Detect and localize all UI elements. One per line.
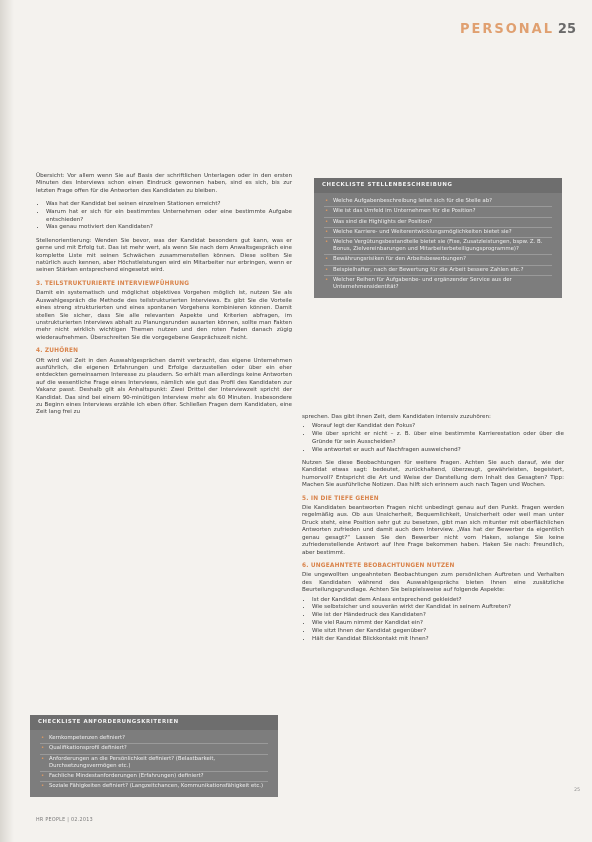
list-item: • Warum hat er sich für ein bestimmtes Unternehmen oder eine bestimmte Aufgabe entschieden?	[46, 209, 292, 224]
checklist-items	[314, 193, 562, 298]
checklist-item: • Welche Karriere- und Weiterentwicklungsmöglichkeiten bietet sie?	[324, 228, 552, 238]
list-item: • Wie viel Raum nimmt der Kandidat ein?	[312, 620, 564, 627]
edge-page-number: 25	[574, 788, 580, 793]
intro-bullet-list	[36, 201, 292, 232]
list-item: • Wie sitzt Ihnen der Kandidat gegenüber?	[312, 628, 564, 635]
list-item: • Was hat der Kandidat bei seinen einzelnen Stationen erreicht?	[46, 201, 292, 208]
checklist-item: • Welche Vergütungsbestandteile bietet sie (Fixe, Zusatzleistungen, bspw. Z. B. Bonus, Zielvereinbarungen und Mitarbeiterbeteiligungsprogramme)?	[324, 238, 552, 255]
checklist-item: • Wie ist das Umfeld im Unternehmen für die Position?	[324, 207, 552, 217]
list-item: • Wie selbstsicher und souverän wirkt der Kandidat in seinem Auftreten?	[312, 604, 564, 611]
notizen-paragraph: Nutzen Sie diese Beobachtungen für weitere Fragen. Achten Sie auch darauf, wie der Kandidat etwas sagt: bedeutet, zurückhaltend, überzeugt, gewährleisten, begeistert, humorvoll? Entspricht die Art und Weise der Darstellung dem Inhalt des Gesagten? Tipp: Machen Sie ausführliche Notizen. Das hilft sich erinnern auch nach Tagen und Wochen.	[302, 460, 564, 489]
checklist-item: • Beispielhafter, nach der Bewertung für die Arbeit bessere Zahlen etc.?	[324, 266, 552, 276]
heading-tiefe: 5. IN DIE TIEFE GEHEN	[302, 495, 379, 502]
beobachtungen-paragraph: Die ungewollten ungeahnteten Beobachtungen zum persönlichen Auftreten und Verhalten des Kandidaten während des Auswahlgesprächs bieten Ihnen eine zusätzliche Beurteilungsgrundlage. Achten Sie beispielsweise auf folgende Aspekte:	[302, 572, 564, 594]
right-column	[302, 414, 564, 649]
checklist-item: • Welcher Reihen für Aufgabenbe- und ergänzender Service aus der Unternehmensidentität?	[324, 276, 552, 292]
page-number: 25	[557, 22, 576, 37]
list-item: • Wie über spricht er nicht – z. B. über eine bestimmte Karrierestation oder über die Gründe für sein Ausscheiden?	[312, 431, 564, 446]
checklist-stellenbeschreibung	[314, 178, 562, 298]
heading-zuhoeren: 4. ZUHÖREN	[36, 348, 79, 355]
list-item: • Wie antwortet er auch auf Nachfragen ausweichend?	[312, 447, 564, 454]
list-item: • Hält der Kandidat Blickkontakt mit Ihnen?	[312, 636, 564, 643]
checklist-items	[30, 730, 278, 797]
tiefe-paragraph: Die Kandidaten beantworten Fragen nicht unbedingt genau auf den Punkt. Fragen werden regelmäßig aus. Ob aus Unsicherheit, Bequemlichkeit, Unsicherheit oder weil man unter Druck steht, eine Position sehr gut zu besetzen, gibt man sich mitunter mit oberflächlichen Antworten zufrieden und damit auch dem Interview. „Was hat der Bewerber da eigentlich genau gesagt?“ Lassen Sie den Bewerber nicht vom Haken, solange Sie keine zufriedenstellende Antwort auf Ihre Frage bekommen haben. Haken Sie nach: Freundlich, aber bestimmt.	[302, 505, 564, 556]
zuhoeren-paragraph: Oft wird viel Zeit in den Auswahlgesprächen damit verbracht, das eigene Unternehmen ausführlich, die eigenen Erfahrungen und Erfolge darzustellen oder über ein eher entdeckten gemeinsamen Interesse zu plaudern. So erhält man allerdings keine Antworten auf die wesentliche Frage eines Interviews, nämlich wie gut das Profil des Kandidaten zur Vakanz passt. Deshalb gilt als Anhaltspunkt: Zwei Drittel der Interviewzeit spricht der Kandidat. Das sind bei einem 90-minütigen Interview mehr als 60 Minuten. Insbesondere zu Beginn eines Interviews erzähle ich eben öfter. Schließen Fragen dem Kandidaten, eine Zeit lang frei zu	[36, 357, 292, 416]
heading-beobachtungen: 6. UNGEAHNTETE BEOBACHTUNGEN NUTZEN	[302, 562, 455, 569]
checklist-title: CHECKLISTE ANFORDERUNGSKRITERIEN	[30, 715, 278, 730]
list-item: • Was genau motiviert den Kandidaten?	[46, 224, 292, 231]
zuhoeren-continued: sprechen. Das gibt ihnen Zeit, dem Kandidaten intensiv zuzuhören:	[302, 414, 491, 420]
teilstrukturiert-paragraph: Damit ein systematisch und möglichst objektives Vorgehen möglich ist, nutzen Sie als Auswahlgespräch die Methode des teilstrukturierten Interviews. Es gibt Sie die Vorteile eines streng strukturierten und eines spontanen Vorgehens kombinieren können. Damit stellen Sie sicher, dass Sie alle relevanten Aspekte und Kriterien abfragen, im unstrukturierten Interviews abhalt zu Planungsrunden ausarten können, sollte man Fakten mehr nicht wirklich wichtigen Themen nutzen und den roten Faden danach zügig wiederaufnehmen. Überschreiten Sie die vorgegebene Gesprächszeit nicht.	[36, 290, 292, 341]
checklist-title: CHECKLISTE STELLENBESCHREIBUNG	[314, 178, 562, 193]
checklist-item: • Bewährungsrisiken für den Arbeitsbewerbungen?	[324, 255, 552, 265]
list-item: • Ist der Kandidat dem Anlass entsprechend gekleidet?	[312, 597, 564, 604]
list-item: • Wie ist der Händedruck des Kandidaten?	[312, 612, 564, 619]
page-fold-shadow	[0, 0, 14, 842]
checklist-anforderungskriterien	[30, 715, 278, 797]
checklist-item: • Welche Aufgabenbeschreibung leitet sich für die Stelle ab?	[324, 197, 552, 207]
checklist-item: • Anforderungen an die Persönlichkeit definiert? (Belastbarkeit, Durchsetzungsvermögen etc.)	[40, 755, 268, 772]
checklist-item: • Kernkompetenzen definiert?	[40, 734, 268, 744]
checklist-item: • Fachliche Mindestanforderungen (Erfahrungen) definiert?	[40, 772, 268, 782]
zuhoeren-bullet-list	[302, 423, 564, 454]
checklist-item: • Soziale Fähigkeiten definiert? (Langzeitchancen, Kommunikationsfähigkeit etc.)	[40, 782, 268, 791]
heading-teilstrukturiert: 3. TEILSTRUKTURIERTE INTERVIEWFÜHRUNG	[36, 280, 190, 287]
intro-paragraph: Übersicht: Vor allem wenn Sie auf Basis der schriftlichen Unterlagen oder in den ersten Minuten des Interviews schon einen Eindruck gewonnen haben, sind es sich, bis zur letzten Frage offen für die Antworten des Kandidaten zu bleiben.	[36, 173, 292, 194]
left-column	[36, 173, 292, 423]
stellen-paragraph: Stellenorientierung: Wenden Sie bevor, was der Kandidat besonders gut kann, was er gerne und mit Erfolg tut. Das ist mehr wert, als wenn Sie nach dem Anwaltsgespräch eine komplette Liste mit seinen Schwächen zusammenstellen können. Diese sollten Sie natürlich auch kennen, aber Höchstleistungen wird ein Mitarbeiter nur erbringen, wenn er seinen Stärken entsprechend eingesetzt wird.	[36, 237, 292, 274]
checklist-item: • Was sind die Highlights der Position?	[324, 218, 552, 228]
beobachtungen-bullet-list	[302, 597, 564, 644]
footer-issue: HR PEOPLE | 02.2013	[36, 818, 93, 823]
list-item: • Worauf legt der Kandidat den Fokus?	[312, 423, 564, 430]
checklist-item: • Qualifikationsprofil definiert?	[40, 744, 268, 754]
section-label: PERSONAL	[459, 22, 554, 37]
